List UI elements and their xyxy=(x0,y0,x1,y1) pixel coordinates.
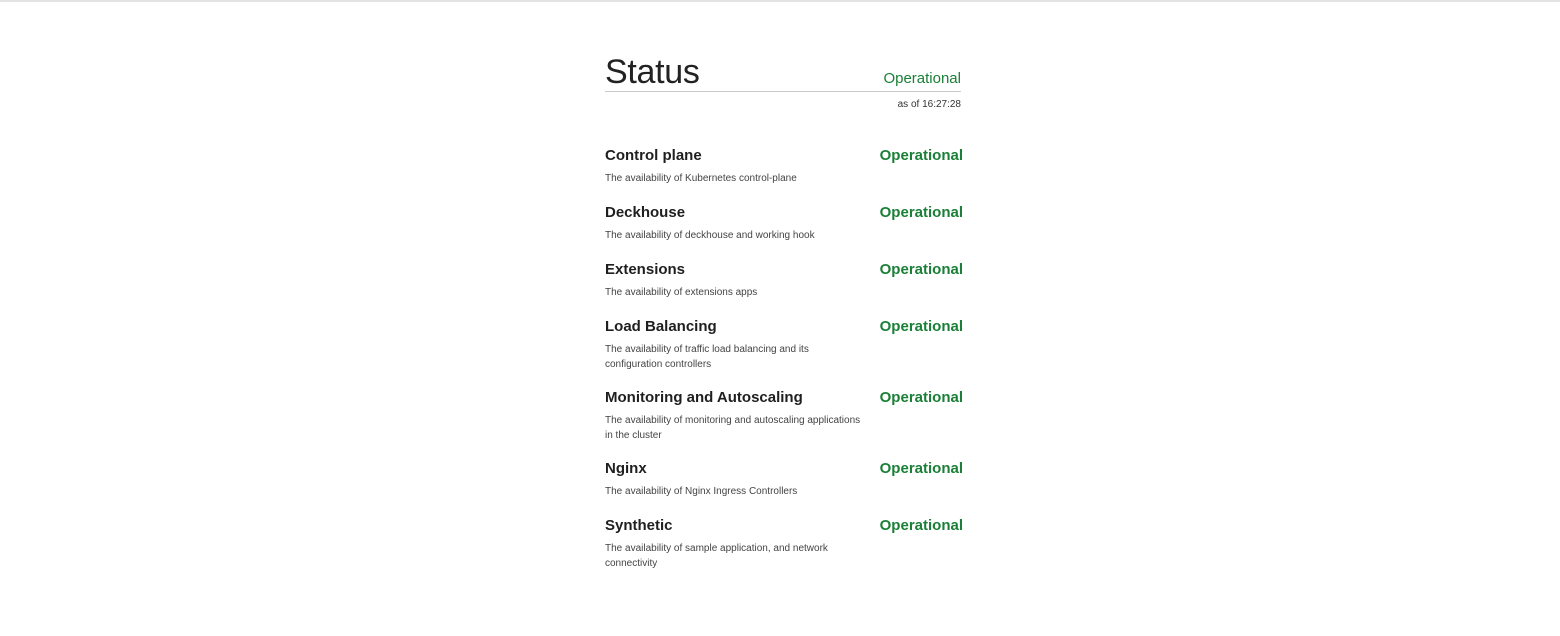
service-name: Extensions xyxy=(605,261,686,278)
service-item-extensions xyxy=(605,261,963,318)
service-name: Control plane xyxy=(605,147,702,164)
service-item-synthetic xyxy=(605,517,963,588)
status-header xyxy=(605,52,961,92)
service-description: The availability of Nginx Ingress Controllers xyxy=(605,486,798,497)
service-description: The availability of Kubernetes control-plane xyxy=(605,173,797,184)
service-item-deckhouse xyxy=(605,204,963,261)
service-item-control-plane xyxy=(605,147,963,204)
service-status-badge: Operational xyxy=(879,460,963,477)
status-panel xyxy=(605,52,963,588)
service-list xyxy=(605,147,963,588)
service-item-nginx xyxy=(605,460,963,517)
service-status-badge: Operational xyxy=(879,261,963,278)
service-item-load-balancing xyxy=(605,318,963,389)
overall-status-badge: Operational xyxy=(883,70,961,87)
service-item-monitoring-autoscaling xyxy=(605,389,963,460)
service-description: The availability of sample application, and network connectivity xyxy=(605,543,828,569)
service-description: The availability of monitoring and autoscaling applications in the cluster xyxy=(605,415,861,441)
service-description: The availability of deckhouse and working hook xyxy=(605,230,815,241)
page-title: Status xyxy=(605,53,700,91)
service-description: The availability of extensions apps xyxy=(605,287,758,298)
service-name: Load Balancing xyxy=(605,318,717,335)
service-status-badge: Operational xyxy=(879,318,963,335)
service-name: Nginx xyxy=(605,460,647,477)
service-status-badge: Operational xyxy=(879,147,963,164)
service-description: The availability of traffic load balancing and its configuration controllers xyxy=(605,344,809,370)
service-status-badge: Operational xyxy=(879,517,963,534)
top-divider xyxy=(0,0,1560,2)
service-name: Monitoring and Autoscaling xyxy=(605,389,803,406)
last-updated-timestamp: as of 16:27:28 xyxy=(897,99,961,110)
service-name: Deckhouse xyxy=(605,204,686,221)
service-status-badge: Operational xyxy=(879,389,963,406)
service-status-badge: Operational xyxy=(879,204,963,221)
service-name: Synthetic xyxy=(605,517,673,534)
